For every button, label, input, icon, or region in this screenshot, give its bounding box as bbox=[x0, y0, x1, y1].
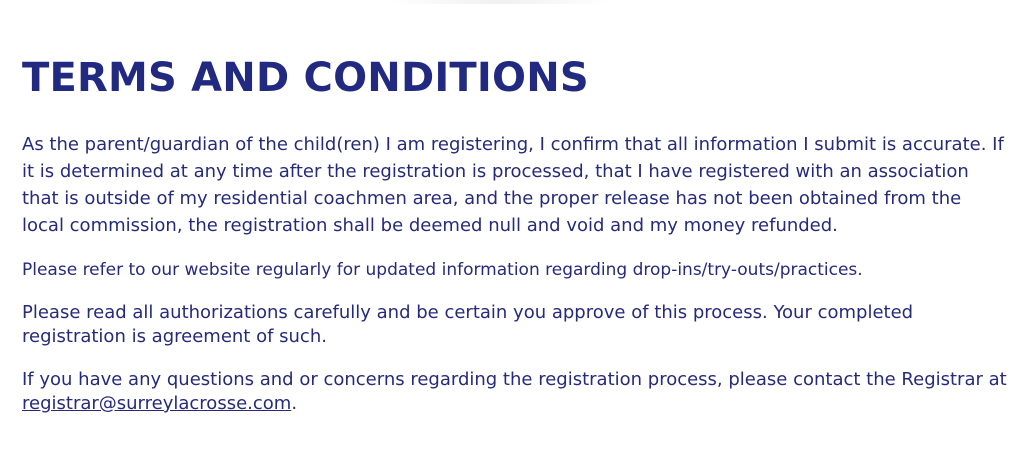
terms-paragraph-website: Please refer to our website regularly for updated information regarding drop-ins/try-outs/practices. bbox=[22, 260, 863, 280]
top-edge-shadow bbox=[390, 0, 610, 4]
contact-text: If you have any questions and or concerns regarding the registration process, please contact the Registrar at bbox=[22, 369, 1007, 390]
contact-period: . bbox=[291, 393, 298, 414]
terms-paragraph-contact bbox=[22, 368, 1007, 416]
registrar-email-link[interactable]: registrar@surreylacrosse.com bbox=[22, 393, 292, 414]
page-title: TERMS AND CONDITIONS bbox=[22, 55, 589, 101]
terms-paragraph-authorizations: Please read all authorizations carefully and be certain you approve of this process. Your completed registration is agreement of such. bbox=[22, 302, 914, 347]
terms-section bbox=[22, 52, 1007, 416]
terms-paragraph-confirmation: As the parent/guardian of the child(ren) I am registering, I confirm that all information I submit is accurate. If it is determined at any time after the registration is processed, that I have registered with an association that is outside of my residential coachmen area, and the proper release has not been obtained from the local commission, the registration shall be deemed null and void and my money refunded. bbox=[22, 134, 1004, 236]
